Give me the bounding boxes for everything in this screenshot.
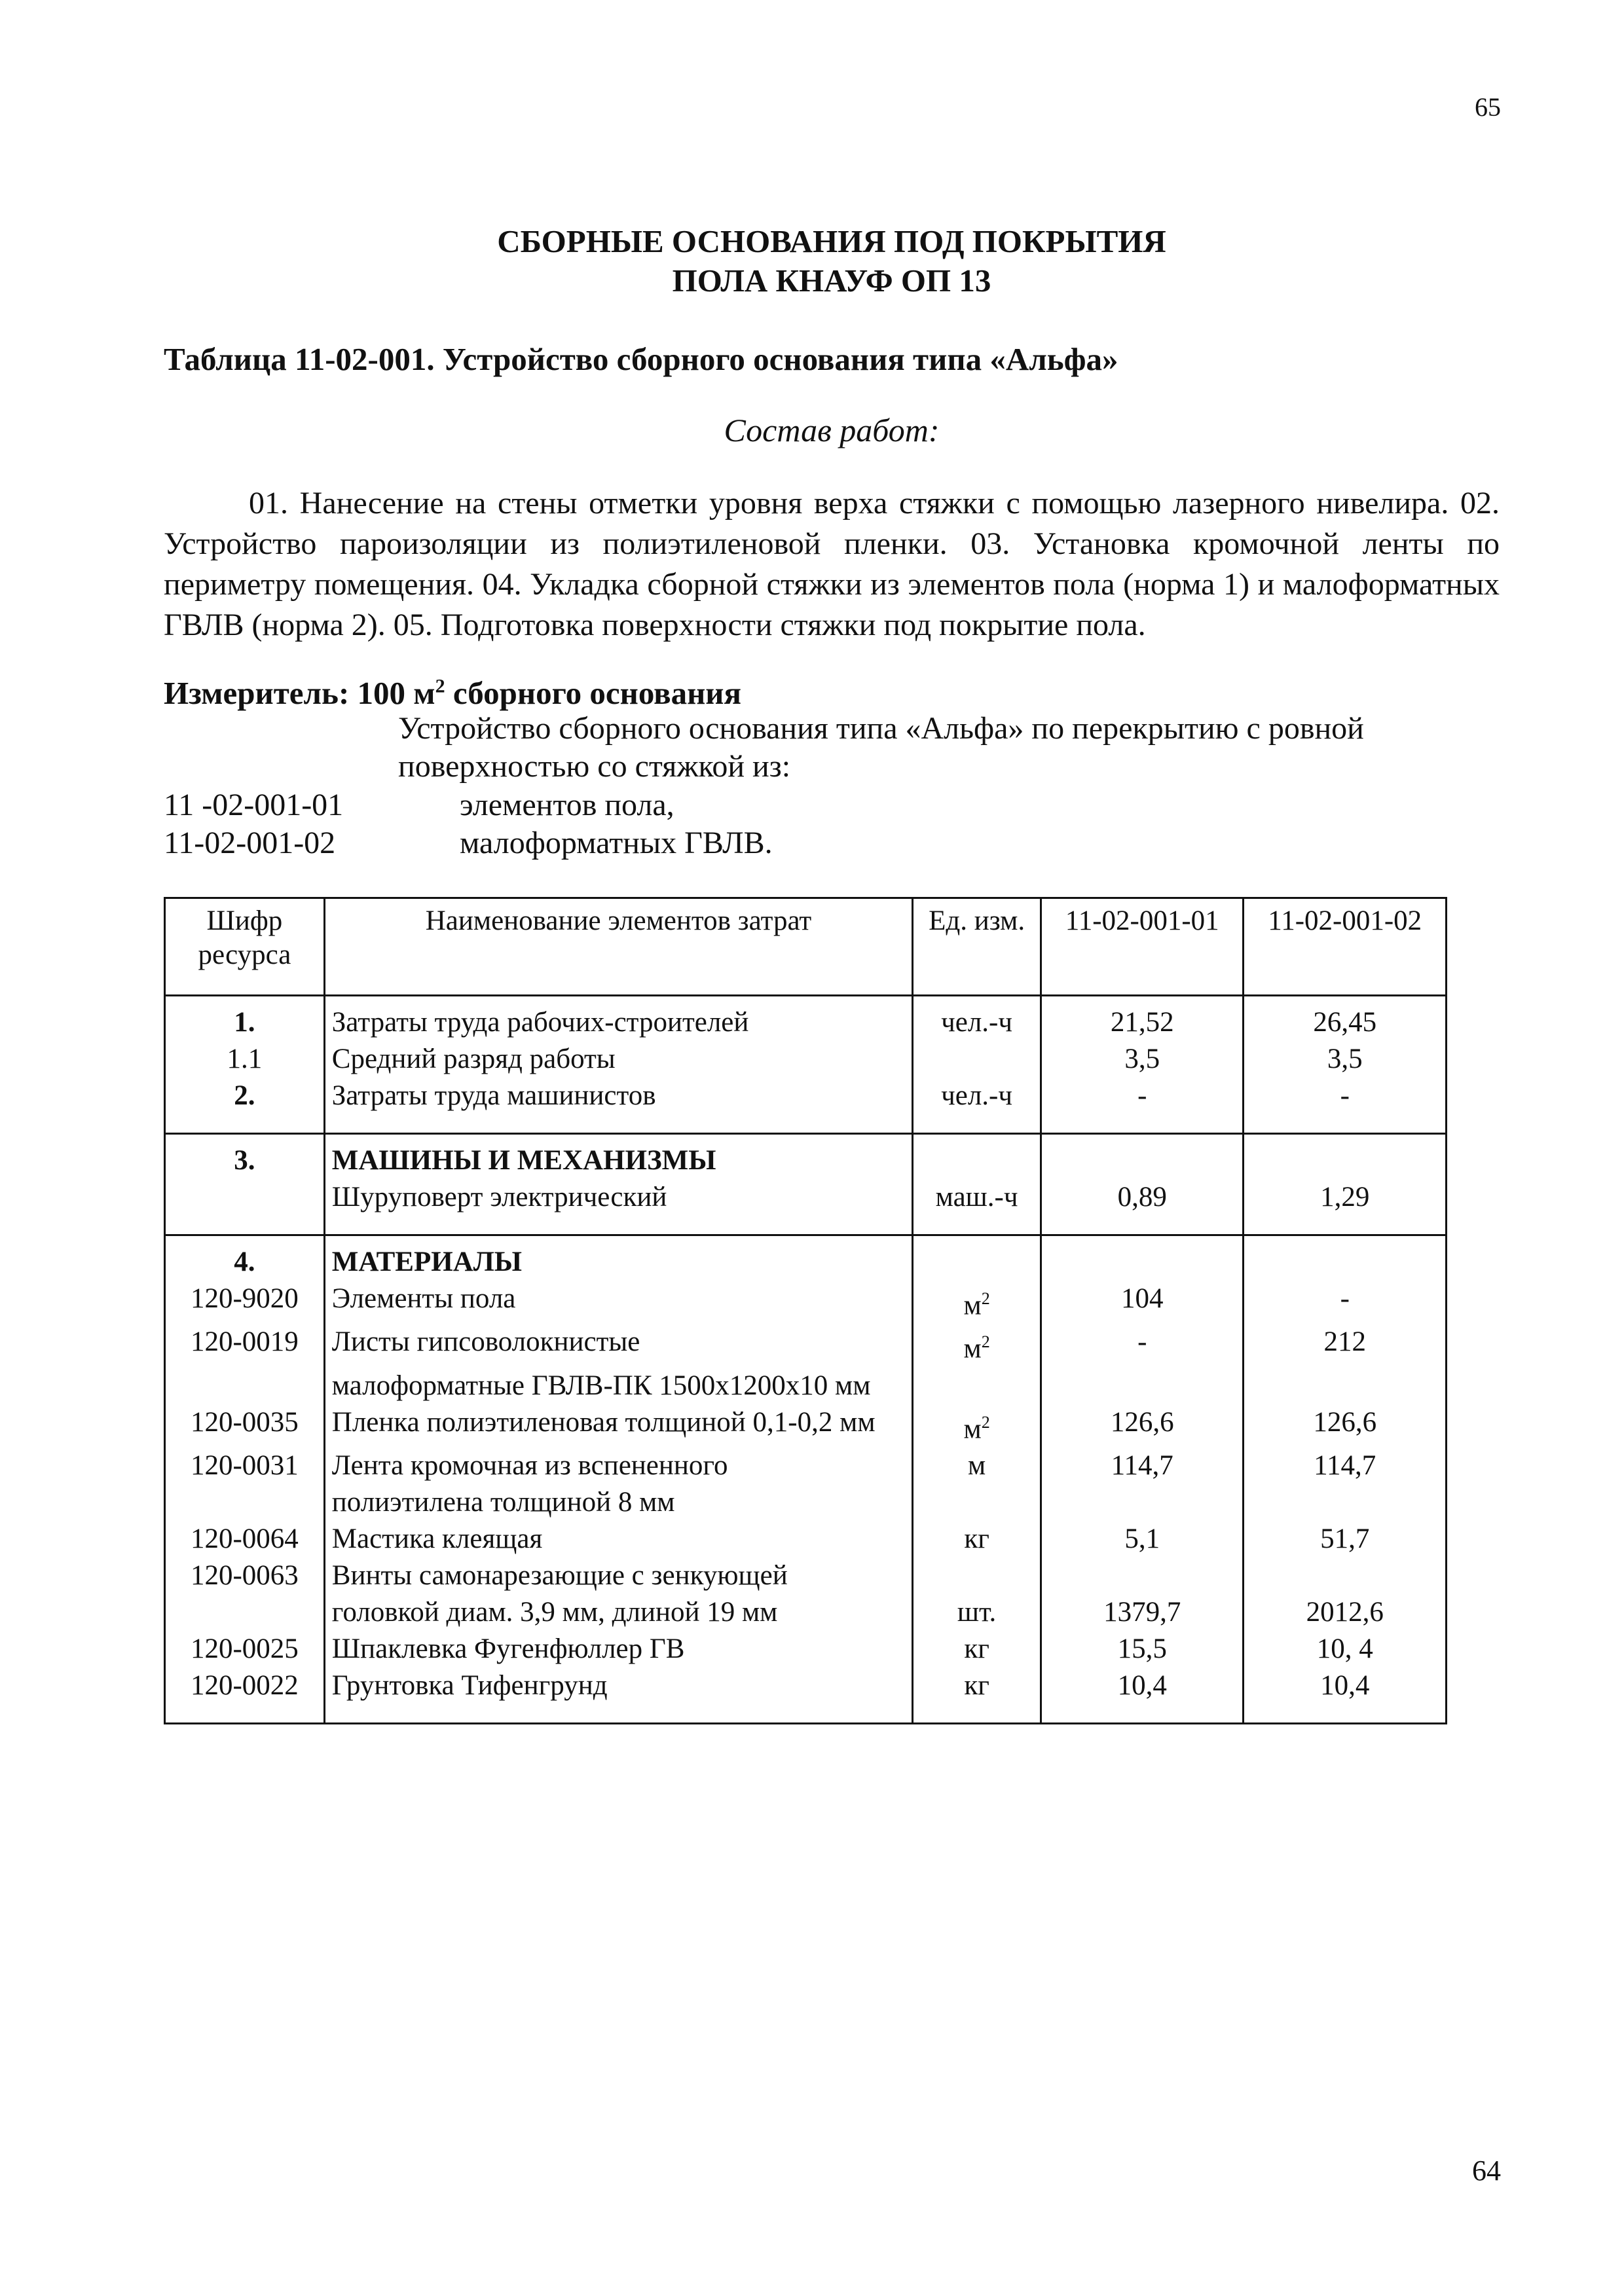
table-row <box>165 1484 1447 1521</box>
cell-value-1 <box>1041 1134 1244 1180</box>
cell-name: Средний разряд работы <box>324 1041 912 1078</box>
cell-value-1 <box>1041 1235 1244 1281</box>
cell-value-2: 10, 4 <box>1244 1631 1447 1667</box>
cell-code: 2. <box>165 1078 325 1134</box>
cell-code <box>165 1179 325 1235</box>
cell-name: Мастика клеящая <box>324 1521 912 1558</box>
norm-text-1: элементов пола, <box>460 788 674 822</box>
cell-code <box>165 1594 325 1631</box>
cell-name: Элементы пола <box>324 1281 912 1324</box>
cell-value-2: 51,7 <box>1244 1521 1447 1558</box>
page-number-top: 65 <box>1475 92 1501 122</box>
table-row <box>165 1134 1447 1180</box>
cell-value-2: 1,29 <box>1244 1179 1447 1235</box>
document-title-line1: СБОРНЫЕ ОСНОВАНИЯ ПОД ПОКРЫТИЯ <box>497 223 1166 259</box>
cell-value-1: 3,5 <box>1041 1041 1244 1078</box>
cell-unit <box>913 1324 1041 1367</box>
table-row <box>165 1631 1447 1667</box>
measure-suffix: сборного основания <box>445 675 742 711</box>
cell-name: головкой диам. 3,9 мм, длиной 19 мм <box>324 1594 912 1631</box>
cell-value-2: 3,5 <box>1244 1041 1447 1078</box>
cell-value-1 <box>1041 1484 1244 1521</box>
header-unit: Ед. изм. <box>913 898 1041 996</box>
cell-value-2: 2012,6 <box>1244 1594 1447 1631</box>
cell-unit <box>913 1134 1041 1180</box>
cell-code: 120-0035 <box>165 1404 325 1448</box>
norm-code-1: 11 -02-001-01 <box>164 788 344 822</box>
unit-text: кг <box>964 1669 989 1701</box>
cell-code: 120-0031 <box>165 1448 325 1484</box>
cell-unit <box>913 1594 1041 1631</box>
cell-value-1: 104 <box>1041 1281 1244 1324</box>
cell-value-2: 126,6 <box>1244 1404 1447 1448</box>
cell-code: 1.1 <box>165 1041 325 1078</box>
cell-unit <box>913 1484 1041 1521</box>
cell-value-2 <box>1244 1484 1447 1521</box>
cell-unit <box>913 1667 1041 1724</box>
cell-value-1 <box>1041 1558 1244 1594</box>
unit-text: шт. <box>957 1596 997 1628</box>
norm-description: Устройство сборного основания типа «Альфа» по перекрытию с ровной поверхностью со стяжкой из: <box>398 711 1364 784</box>
cell-value-2: 212 <box>1244 1324 1447 1367</box>
table-row <box>165 1368 1447 1404</box>
header-v2: 11-02-001-02 <box>1244 898 1447 996</box>
cell-unit <box>913 1281 1041 1324</box>
cell-unit <box>913 1368 1041 1404</box>
cell-name: Пленка полиэтиленовая толщиной 0,1-0,2 мм <box>324 1404 912 1448</box>
cell-value-1: 21,52 <box>1041 996 1244 1042</box>
works-description: 01. Нанесение на стены отметки уровня верха стяжки с помощью лазерного нивелира. 02. Устройство пароизоляции из полиэтиленовой пленки. 03. Установка кромочной ленты по периметру помещения. 04. Укладка сборной стяжки из элементов пола (норма 1) и малоформатных ГВЛВ (норма 2). 05. Подготовка поверхности стяжки под покрытие пола. <box>164 486 1500 642</box>
unit-text: чел.-ч <box>941 1080 1013 1111</box>
table-row <box>165 1324 1447 1367</box>
unit-text: кг <box>964 1523 989 1554</box>
cell-name: Листы гипсоволокнистые <box>324 1324 912 1367</box>
table-row <box>165 1404 1447 1448</box>
cell-name: МАШИНЫ И МЕХАНИЗМЫ <box>324 1134 912 1180</box>
cell-value-2: 114,7 <box>1244 1448 1447 1484</box>
table-row <box>165 1281 1447 1324</box>
cell-code <box>165 1368 325 1404</box>
cell-value-1: 15,5 <box>1041 1631 1244 1667</box>
cell-unit <box>913 1179 1041 1235</box>
cell-code: 4. <box>165 1235 325 1281</box>
measure-unit <box>164 674 741 712</box>
cell-unit <box>913 1404 1041 1448</box>
table-row <box>165 1448 1447 1484</box>
cell-value-2: - <box>1244 1281 1447 1324</box>
unit-text: м <box>963 1333 982 1364</box>
document-title-line2: ПОЛА КНАУФ ОП 13 <box>672 263 991 299</box>
cell-name: Винты самонарезающие с зенкующей <box>324 1558 912 1594</box>
cell-value-1: - <box>1041 1078 1244 1134</box>
cell-value-1: 5,1 <box>1041 1521 1244 1558</box>
header-code: Шифр ресурса <box>165 898 325 996</box>
cell-name: Грунтовка Тифенгрунд <box>324 1667 912 1724</box>
table-row <box>165 1235 1447 1281</box>
table-heading: Таблица 11-02-001. Устройство сборного основания типа «Альфа» <box>164 341 1118 377</box>
table-header-row <box>165 898 1447 996</box>
unit-sup: 2 <box>981 1412 990 1432</box>
unit-text: м <box>963 1413 982 1444</box>
resource-table <box>164 897 1447 1724</box>
cell-name: полиэтилена толщиной 8 мм <box>324 1484 912 1521</box>
norm-text-2: малоформатных ГВЛВ. <box>460 826 773 860</box>
unit-text: чел.-ч <box>941 1007 1013 1038</box>
cell-name: Лента кромочная из вспененного <box>324 1448 912 1484</box>
header-name: Наименование элементов затрат <box>324 898 912 996</box>
unit-text: м <box>967 1449 986 1481</box>
cell-value-2 <box>1244 1368 1447 1404</box>
cell-unit <box>913 1235 1041 1281</box>
measure-sup: 2 <box>435 675 445 697</box>
cell-value-1: 10,4 <box>1041 1667 1244 1724</box>
cell-unit <box>913 1448 1041 1484</box>
unit-text: кг <box>964 1633 989 1664</box>
cell-value-1 <box>1041 1368 1244 1404</box>
cell-code <box>165 1484 325 1521</box>
cell-name: Шуруповерт электрический <box>324 1179 912 1235</box>
cell-value-2: - <box>1244 1078 1447 1134</box>
cell-unit <box>913 1041 1041 1078</box>
cell-value-2: 10,4 <box>1244 1667 1447 1724</box>
table-row <box>165 1078 1447 1134</box>
cell-name: МАТЕРИАЛЫ <box>324 1235 912 1281</box>
cell-code: 120-0022 <box>165 1667 325 1724</box>
table-row <box>165 996 1447 1042</box>
cell-unit <box>913 1558 1041 1594</box>
cell-value-2 <box>1244 1558 1447 1594</box>
unit-text: м <box>963 1290 982 1321</box>
cell-unit <box>913 1521 1041 1558</box>
cell-code: 120-0025 <box>165 1631 325 1667</box>
cell-value-1: - <box>1041 1324 1244 1367</box>
cell-name: малоформатные ГВЛВ-ПК 1500х1200х10 мм <box>324 1368 912 1404</box>
cell-code: 120-0064 <box>165 1521 325 1558</box>
cell-name: Затраты труда машинистов <box>324 1078 912 1134</box>
cell-code: 120-9020 <box>165 1281 325 1324</box>
page-number-bottom: 64 <box>1472 2155 1501 2187</box>
table-row <box>165 1179 1447 1235</box>
table-row <box>165 1041 1447 1078</box>
cell-code: 1. <box>165 996 325 1042</box>
cell-code: 120-0019 <box>165 1324 325 1367</box>
cell-value-1: 114,7 <box>1041 1448 1244 1484</box>
cell-value-1: 1379,7 <box>1041 1594 1244 1631</box>
cell-unit <box>913 1078 1041 1134</box>
cell-value-2 <box>1244 1235 1447 1281</box>
cell-name: Затраты труда рабочих-строителей <box>324 996 912 1042</box>
table-row <box>165 1667 1447 1724</box>
cell-value-1: 0,89 <box>1041 1179 1244 1235</box>
cell-name: Шпаклевка Фугенфюллер ГВ <box>324 1631 912 1667</box>
norm-code-2: 11-02-001-02 <box>164 826 336 860</box>
works-heading: Состав работ: <box>724 412 940 448</box>
unit-sup: 2 <box>981 1289 990 1308</box>
table-row <box>165 1594 1447 1631</box>
table-row <box>165 1558 1447 1594</box>
header-v1: 11-02-001-01 <box>1041 898 1244 996</box>
cell-unit <box>913 1631 1041 1667</box>
unit-text: маш.-ч <box>935 1182 1018 1212</box>
cell-unit <box>913 996 1041 1042</box>
table-row <box>165 1521 1447 1558</box>
cell-value-1: 126,6 <box>1041 1404 1244 1448</box>
cell-value-2 <box>1244 1134 1447 1180</box>
cell-code: 3. <box>165 1134 325 1180</box>
cell-code: 120-0063 <box>165 1558 325 1594</box>
unit-sup: 2 <box>981 1332 990 1352</box>
measure-prefix: Измеритель: 100 м <box>164 675 435 711</box>
cell-value-2: 26,45 <box>1244 996 1447 1042</box>
